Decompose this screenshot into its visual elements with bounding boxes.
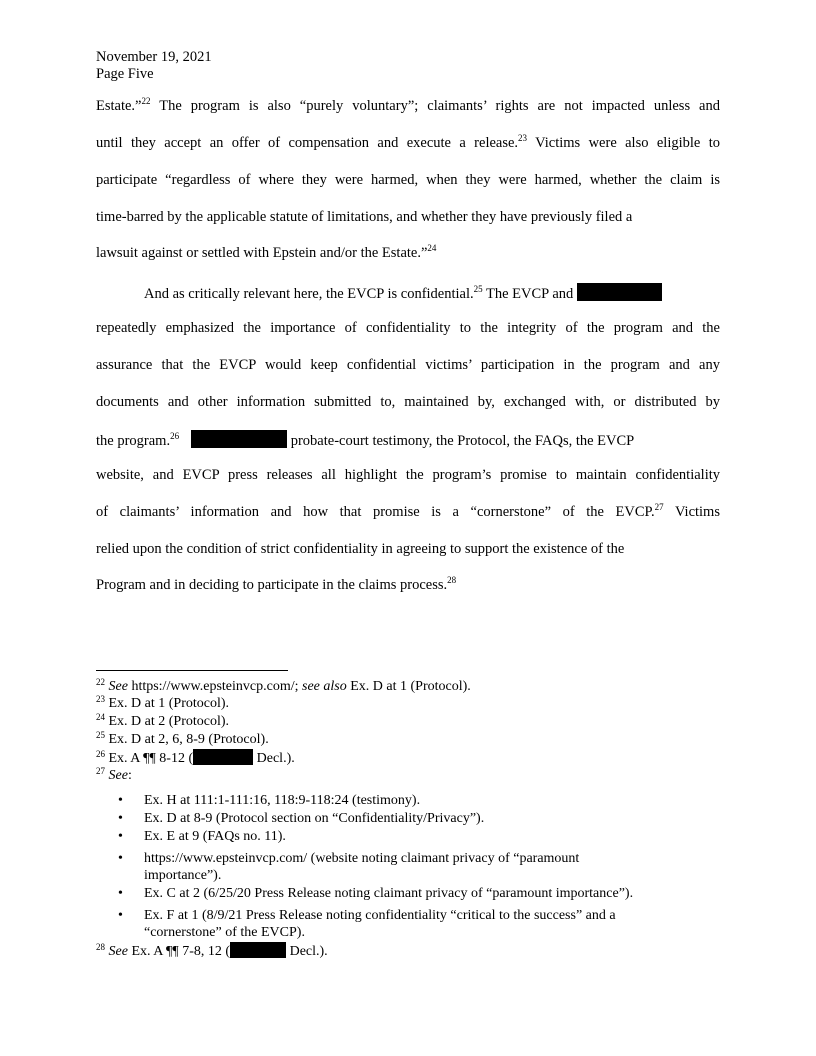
footnote-26: $^{26}$ Ex. A ¶¶ 8-12 ( Decl.).	[96, 749, 295, 766]
footnote-25: $^{25}$ Ex. D at 2, 6, 8-9 (Protocol).	[96, 730, 269, 747]
footnote-27: $^{27}$ See:	[96, 766, 132, 783]
body-line: documents and other information submitted to, maintained by, exchanged with, or distributed by	[96, 394, 720, 410]
letter-date: November 19, 2021	[96, 49, 212, 65]
body-line: participate “regardless of where they were harmed, when they were harmed, whether the claim is	[96, 172, 720, 188]
body-line: relied upon the condition of strict confidentiality in agreeing to support the existence of the	[96, 541, 625, 557]
body-line: of claimants’ information and how that promise is a “cornerstone” of the EVCP.$^{27}$ Victims	[96, 502, 720, 520]
footnote-ref: 26	[170, 431, 180, 441]
page-number: Page Five	[96, 66, 154, 82]
footnote-bullet: • Ex. C at 2 (6/25/20 Press Release noting claimant privacy of “paramount importance”).	[118, 886, 634, 901]
footnote-bullet: • Ex. H at 111:1-111:16, 118:9-118:24 (testimony).	[118, 793, 421, 808]
body-line: And as critically relevant here, the EVCP is confidential.$^{25}$ The EVCP and	[144, 283, 720, 303]
redaction-box	[193, 749, 253, 765]
footnote-22: $^{22}$ See https://www.epsteinvcp.com/; see also Ex. D at 1 (Protocol).	[96, 677, 471, 694]
body-line: the program.$^{26}$ probate-court testimony, the Protocol, the FAQs, the EVCP	[96, 431, 635, 449]
footnote-ref: 25	[473, 284, 483, 294]
redaction-box	[230, 942, 286, 958]
footnote-24: $^{24}$ Ex. D at 2 (Protocol).	[96, 712, 230, 729]
body-line: time-barred by the applicable statute of limitations, and whether they have previously filed a	[96, 209, 633, 225]
body-line: website, and EVCP press releases all highlight the program’s promise to maintain confidentiality	[96, 467, 720, 483]
body-line: repeatedly emphasized the importance of confidentiality to the integrity of the program and the	[96, 320, 720, 336]
footnote-ref: 22	[141, 96, 151, 106]
footnote-ref: 23	[518, 133, 528, 143]
footnote-bullet: • https://www.epsteinvcp.com/ (website noting claimant privacy of “paramount	[118, 851, 580, 866]
footnote-ref: 24	[427, 243, 437, 253]
footnote-23: $^{23}$ Ex. D at 1 (Protocol).	[96, 694, 230, 711]
footnote-bullet: • Ex. D at 8-9 (Protocol section on “Confidentiality/Privacy”).	[118, 811, 485, 826]
body-line: until they accept an offer of compensation and execute a release.$^{23}$ Victims were also eligible to	[96, 133, 720, 151]
footnote-ref: 27	[654, 502, 664, 512]
footnote-bullet-continuation: “cornerstone” of the EVCP).	[144, 925, 305, 940]
footnote-bullet: • Ex. E at 9 (FAQs no. 11).	[118, 829, 286, 844]
body-line: lawsuit against or settled with Epstein and/or the Estate.”$^{24}$	[96, 243, 437, 261]
body-line: Program and in deciding to participate in the claims process.$^{28}$	[96, 575, 457, 593]
redaction-box	[577, 283, 662, 301]
redaction-box	[191, 430, 287, 448]
body-line: Estate.”$^{22}$ The program is also “purely voluntary”; claimants’ rights are not impacted unless and	[96, 96, 720, 114]
body-line: assurance that the EVCP would keep confidential victims’ participation in the program and any	[96, 357, 720, 373]
footnote-28: $^{28}$ See Ex. A ¶¶ 7-8, 12 ( Decl.).	[96, 942, 328, 959]
footnote-ref: 28	[447, 575, 457, 585]
footnote-separator	[96, 670, 288, 671]
footnote-bullet: • Ex. F at 1 (8/9/21 Press Release noting confidentiality “critical to the success” and a	[118, 908, 616, 923]
footnote-bullet-continuation: importance”).	[144, 868, 222, 883]
